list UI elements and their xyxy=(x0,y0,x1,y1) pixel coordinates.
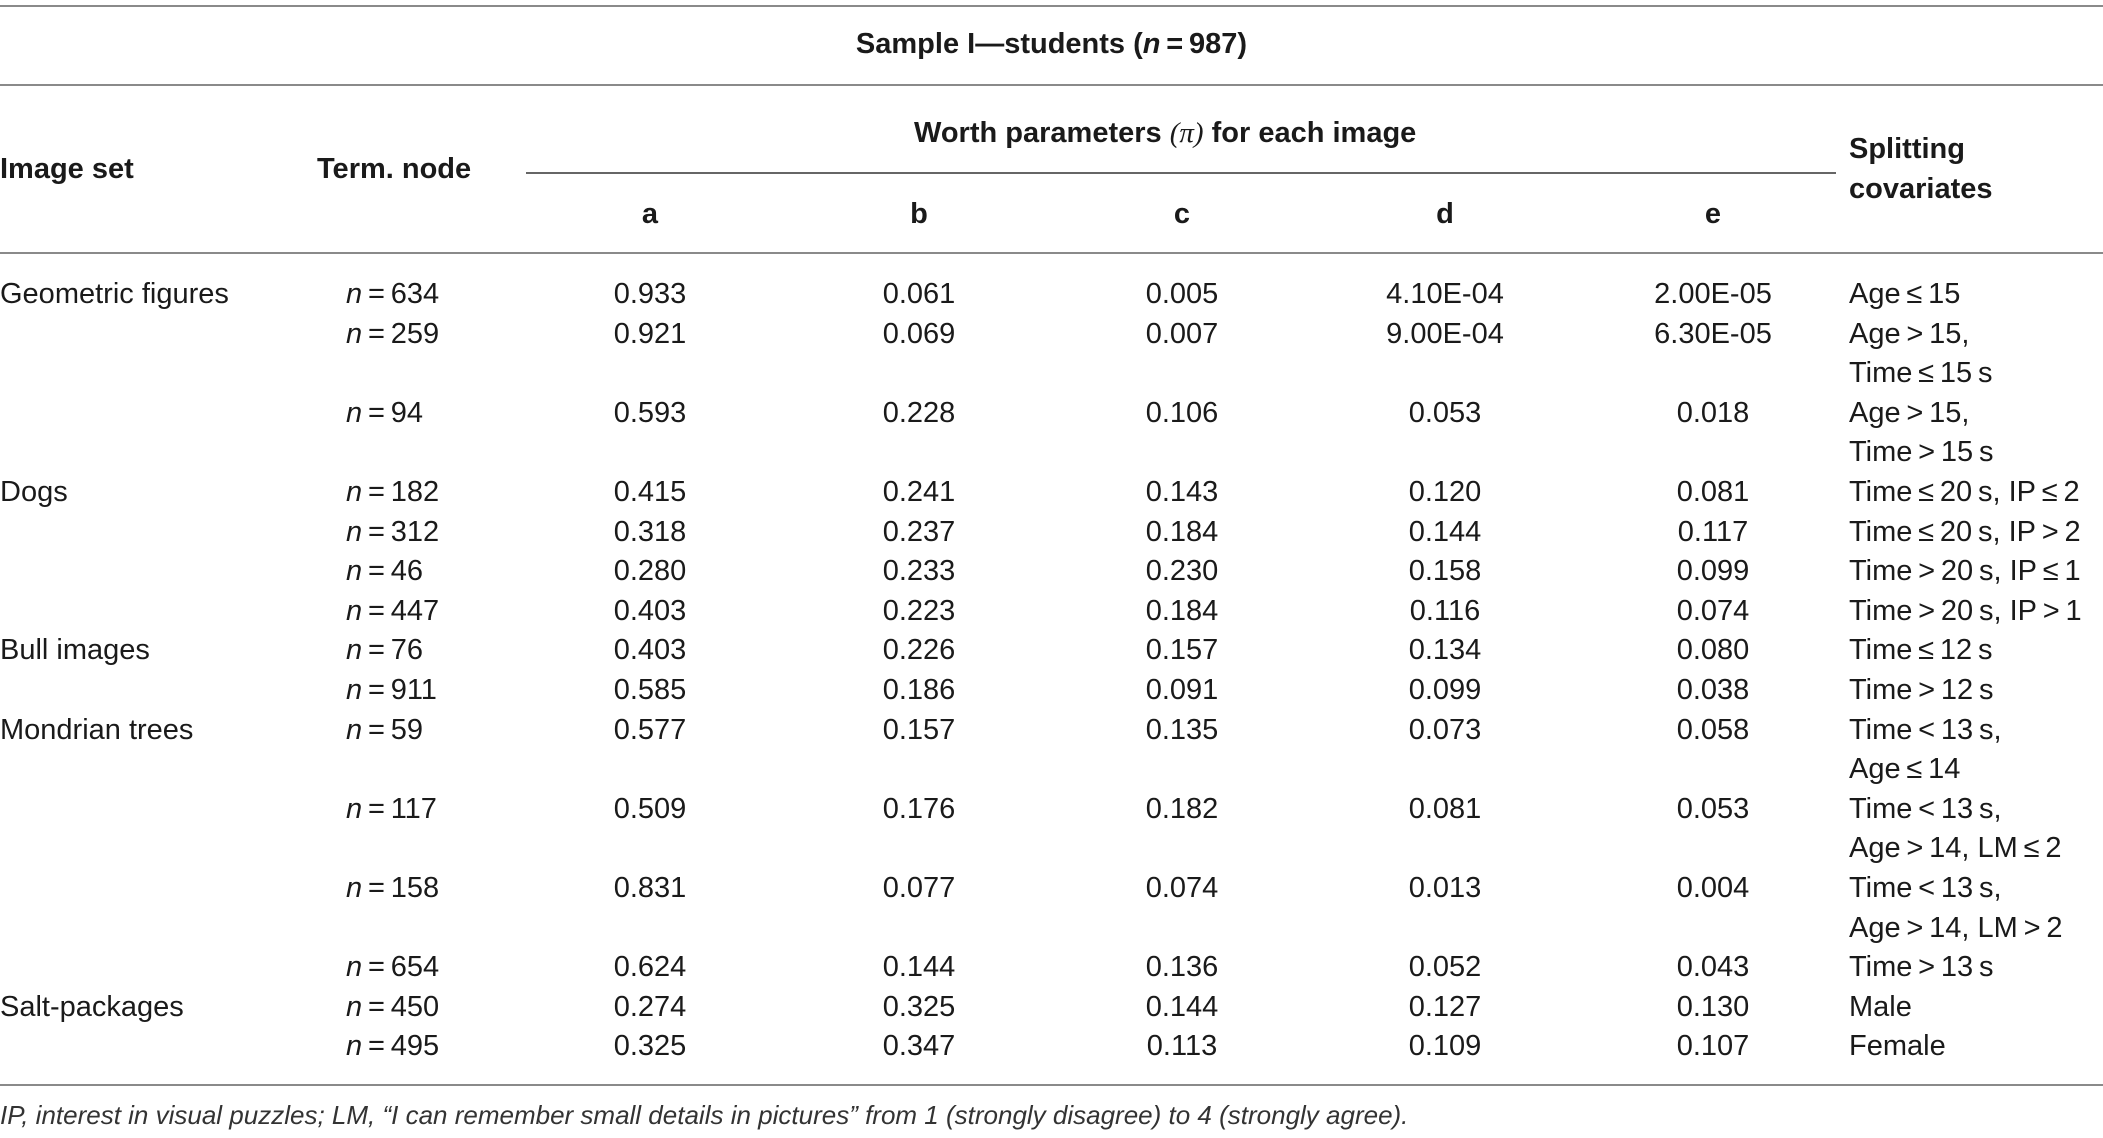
value-cell-e: 6.30E-05 xyxy=(1654,317,1772,350)
header-col-a: a xyxy=(641,198,659,230)
covariate-text: Time ≤ 20 s, IP > 2 xyxy=(1849,515,2081,548)
value-cell-a: 0.318 xyxy=(613,515,687,548)
node-n-symbol: n xyxy=(346,713,363,746)
value-cell-d: 9.00E-04 xyxy=(1386,317,1504,350)
value-cell-b: 0.325 xyxy=(882,990,956,1023)
value-cell-a: 0.831 xyxy=(613,872,687,904)
value-cell-c: 0.230 xyxy=(1145,555,1219,588)
value-cell-d: 0.144 xyxy=(1408,515,1482,548)
image-set-label: Mondrian trees xyxy=(0,713,194,746)
node-equals: = xyxy=(362,713,391,746)
value-cell-c: 0.184 xyxy=(1145,594,1219,627)
value-cell-b: 0.233 xyxy=(882,555,956,588)
value-cell-d: 0.052 xyxy=(1408,951,1482,984)
value-cell-e: 0.074 xyxy=(1676,594,1750,627)
footnote: IP, interest in visual puzzles; LM, “I can remember small details in pictures” from 1 (strongly disagree) to 4 (strongly agree). xyxy=(0,1100,1409,1130)
value-cell-d: 0.053 xyxy=(1408,396,1482,429)
node-count: 117 xyxy=(390,792,437,825)
value-cell-a: 0.509 xyxy=(613,792,687,825)
value-cell-c: 0.144 xyxy=(1145,990,1219,1023)
value-cell-c: 0.007 xyxy=(1145,317,1219,350)
value-cell-e: 2.00E-05 xyxy=(1654,278,1772,310)
value-cell-b: 0.228 xyxy=(882,396,956,429)
value-cell-d: 0.073 xyxy=(1408,713,1482,746)
node-count: 46 xyxy=(390,555,423,588)
value-cell-b: 0.223 xyxy=(882,594,956,627)
header-rule xyxy=(0,252,2103,254)
value-cell-a: 0.593 xyxy=(613,396,687,429)
header-term-node: Term. node xyxy=(317,153,472,185)
value-cell-e: 0.099 xyxy=(1676,555,1750,588)
value-cell-c: 0.005 xyxy=(1145,278,1219,310)
node-count: 654 xyxy=(390,951,440,984)
node-count: 911 xyxy=(390,674,437,706)
node-equals: = xyxy=(362,990,391,1023)
value-cell-d: 0.158 xyxy=(1408,555,1482,588)
header-splitting-1: Splitting xyxy=(1849,133,1965,165)
covariate-text: Time > 20 s, IP > 1 xyxy=(1849,594,2082,627)
value-cell-c: 0.157 xyxy=(1145,634,1219,667)
covariate-text: Time ≤ 20 s, IP ≤ 2 xyxy=(1849,476,2080,508)
term-node-cell xyxy=(346,594,439,628)
node-count: 495 xyxy=(390,1030,440,1063)
top-rule xyxy=(0,5,2103,7)
covariate-text: Time > 13 s xyxy=(1849,951,1994,984)
node-count: 158 xyxy=(390,872,440,904)
node-equals: = xyxy=(362,792,391,825)
term-node-cell xyxy=(346,1029,439,1063)
worth-subrule xyxy=(526,172,1836,174)
value-cell-a: 0.280 xyxy=(613,555,687,588)
term-node-cell xyxy=(346,515,439,549)
node-n-symbol: n xyxy=(346,476,363,508)
value-cell-d: 0.013 xyxy=(1408,872,1482,904)
header-image-set: Image set xyxy=(0,153,134,185)
value-cell-a: 0.933 xyxy=(613,278,687,310)
value-cell-c: 0.182 xyxy=(1145,792,1219,825)
header-col-b: b xyxy=(910,198,928,230)
node-equals: = xyxy=(362,674,391,706)
value-cell-e: 0.081 xyxy=(1676,476,1750,508)
title-rule xyxy=(0,84,2103,86)
node-n-symbol: n xyxy=(346,317,363,350)
node-n-symbol: n xyxy=(346,634,363,667)
value-cell-c: 0.135 xyxy=(1145,713,1219,746)
value-cell-c: 0.113 xyxy=(1146,1030,1218,1063)
value-cell-a: 0.403 xyxy=(613,594,687,627)
value-cell-b: 0.241 xyxy=(882,476,956,508)
value-cell-d: 0.134 xyxy=(1408,634,1482,667)
term-node-cell xyxy=(346,990,439,1024)
covariate-text: Female xyxy=(1849,1030,1946,1063)
value-cell-d: 0.099 xyxy=(1408,674,1482,706)
image-set-label: Dogs xyxy=(0,476,68,508)
value-cell-a: 0.325 xyxy=(613,1030,687,1063)
value-cell-b: 0.061 xyxy=(882,278,956,310)
value-cell-b: 0.157 xyxy=(882,713,956,746)
covariate-text: Age > 15, xyxy=(1849,317,1970,350)
covariate-text: Time ≤ 12 s xyxy=(1849,634,1993,667)
value-cell-e: 0.130 xyxy=(1676,990,1750,1023)
value-cell-c: 0.091 xyxy=(1145,674,1219,706)
covariate-text: Time > 20 s, IP ≤ 1 xyxy=(1849,555,2081,588)
value-cell-b: 0.077 xyxy=(882,872,956,904)
image-set-label: Bull images xyxy=(0,634,150,667)
value-cell-a: 0.921 xyxy=(613,317,687,350)
value-cell-d: 0.109 xyxy=(1408,1030,1482,1063)
term-node-cell xyxy=(346,554,423,588)
header-col-c: c xyxy=(1173,198,1191,230)
node-equals: = xyxy=(362,476,391,508)
value-cell-c: 0.136 xyxy=(1145,951,1219,984)
value-cell-e: 0.038 xyxy=(1676,674,1750,706)
node-n-symbol: n xyxy=(346,990,363,1023)
term-node-cell xyxy=(346,277,439,311)
node-n-symbol: n xyxy=(346,951,363,984)
value-cell-e: 0.004 xyxy=(1676,872,1750,904)
node-n-symbol: n xyxy=(346,278,363,310)
covariate-text: Time < 13 s, xyxy=(1849,713,2002,746)
node-count: 94 xyxy=(390,396,423,429)
covariate-text: Age > 15, xyxy=(1849,396,1970,429)
term-node-cell xyxy=(346,792,437,826)
value-cell-b: 0.226 xyxy=(882,634,956,667)
node-n-symbol: n xyxy=(346,674,363,706)
value-cell-e: 0.058 xyxy=(1676,713,1750,746)
term-node-cell xyxy=(346,475,439,509)
covariate-text: Time > 12 s xyxy=(1849,674,1994,706)
value-cell-b: 0.347 xyxy=(882,1030,956,1063)
value-cell-a: 0.585 xyxy=(613,674,687,706)
value-cell-a: 0.415 xyxy=(613,476,687,508)
node-n-symbol: n xyxy=(346,1030,363,1063)
node-equals: = xyxy=(362,634,391,667)
node-count: 634 xyxy=(390,278,440,310)
value-cell-e: 0.107 xyxy=(1676,1030,1750,1063)
value-cell-d: 0.120 xyxy=(1408,476,1482,508)
value-cell-b: 0.069 xyxy=(882,317,956,350)
value-cell-d: 0.127 xyxy=(1408,990,1482,1023)
node-count: 312 xyxy=(390,515,440,548)
value-cell-e: 0.018 xyxy=(1676,396,1750,429)
node-count: 59 xyxy=(390,713,423,746)
covariate-text: Age > 14, LM > 2 xyxy=(1849,911,2063,944)
term-node-cell xyxy=(346,396,423,430)
term-node-cell xyxy=(346,871,439,905)
node-count: 76 xyxy=(390,634,423,667)
node-n-symbol: n xyxy=(346,792,363,825)
value-cell-a: 0.577 xyxy=(613,713,687,746)
value-cell-c: 0.074 xyxy=(1145,872,1219,904)
covariate-text: Time < 13 s, xyxy=(1849,872,2002,904)
node-count: 182 xyxy=(390,476,440,508)
table-title: Sample I—students (n = 987) xyxy=(855,28,1248,60)
node-n-symbol: n xyxy=(346,515,363,548)
term-node-cell xyxy=(346,317,439,351)
covariate-text: Time < 13 s, xyxy=(1849,792,2002,825)
header-col-e: e xyxy=(1704,198,1722,230)
value-cell-b: 0.186 xyxy=(882,674,956,706)
value-cell-a: 0.403 xyxy=(613,634,687,667)
node-count: 450 xyxy=(390,990,440,1023)
node-n-symbol: n xyxy=(346,396,363,429)
value-cell-c: 0.106 xyxy=(1145,396,1219,429)
value-cell-d: 0.116 xyxy=(1409,594,1481,627)
value-cell-d: 0.081 xyxy=(1408,792,1482,825)
node-equals: = xyxy=(362,515,391,548)
covariate-text: Male xyxy=(1849,990,1912,1023)
covariate-text: Time ≤ 15 s xyxy=(1849,357,1993,390)
covariate-text: Time > 15 s xyxy=(1849,436,1994,469)
value-cell-e: 0.053 xyxy=(1676,792,1750,825)
value-cell-e: 0.117 xyxy=(1677,515,1749,548)
value-cell-c: 0.143 xyxy=(1145,476,1219,508)
node-equals: = xyxy=(362,278,391,310)
node-equals: = xyxy=(362,872,391,904)
node-n-symbol: n xyxy=(346,555,363,588)
node-count: 259 xyxy=(390,317,440,350)
node-equals: = xyxy=(362,317,391,350)
value-cell-e: 0.043 xyxy=(1676,951,1750,984)
value-cell-b: 0.144 xyxy=(882,951,956,984)
node-equals: = xyxy=(362,1030,391,1063)
term-node-cell xyxy=(346,713,423,747)
node-count: 447 xyxy=(390,594,440,627)
value-cell-a: 0.274 xyxy=(613,990,687,1023)
covariate-text: Age > 14, LM ≤ 2 xyxy=(1849,832,2062,865)
term-node-cell xyxy=(346,673,437,707)
node-n-symbol: n xyxy=(346,594,363,627)
node-equals: = xyxy=(362,555,391,588)
node-equals: = xyxy=(362,951,391,984)
header-worth-parameters: Worth parameters (π) for each image xyxy=(914,117,1417,149)
header-splitting-2: covariates xyxy=(1849,173,1993,205)
term-node-cell xyxy=(346,950,439,984)
header-col-d: d xyxy=(1436,198,1454,230)
term-node-cell xyxy=(346,633,423,667)
image-set-label: Geometric figures xyxy=(0,278,229,310)
value-cell-b: 0.237 xyxy=(882,515,956,548)
image-set-label: Salt-packages xyxy=(0,990,184,1023)
node-n-symbol: n xyxy=(346,872,363,904)
value-cell-b: 0.176 xyxy=(882,792,956,825)
node-equals: = xyxy=(362,396,391,429)
value-cell-d: 4.10E-04 xyxy=(1386,278,1504,310)
covariate-text: Age ≤ 15 xyxy=(1849,278,1961,310)
value-cell-c: 0.184 xyxy=(1145,515,1219,548)
value-cell-e: 0.080 xyxy=(1676,634,1750,667)
node-equals: = xyxy=(362,594,391,627)
covariate-text: Age ≤ 14 xyxy=(1849,753,1961,786)
value-cell-a: 0.624 xyxy=(613,951,687,984)
bottom-rule xyxy=(0,1084,2103,1086)
